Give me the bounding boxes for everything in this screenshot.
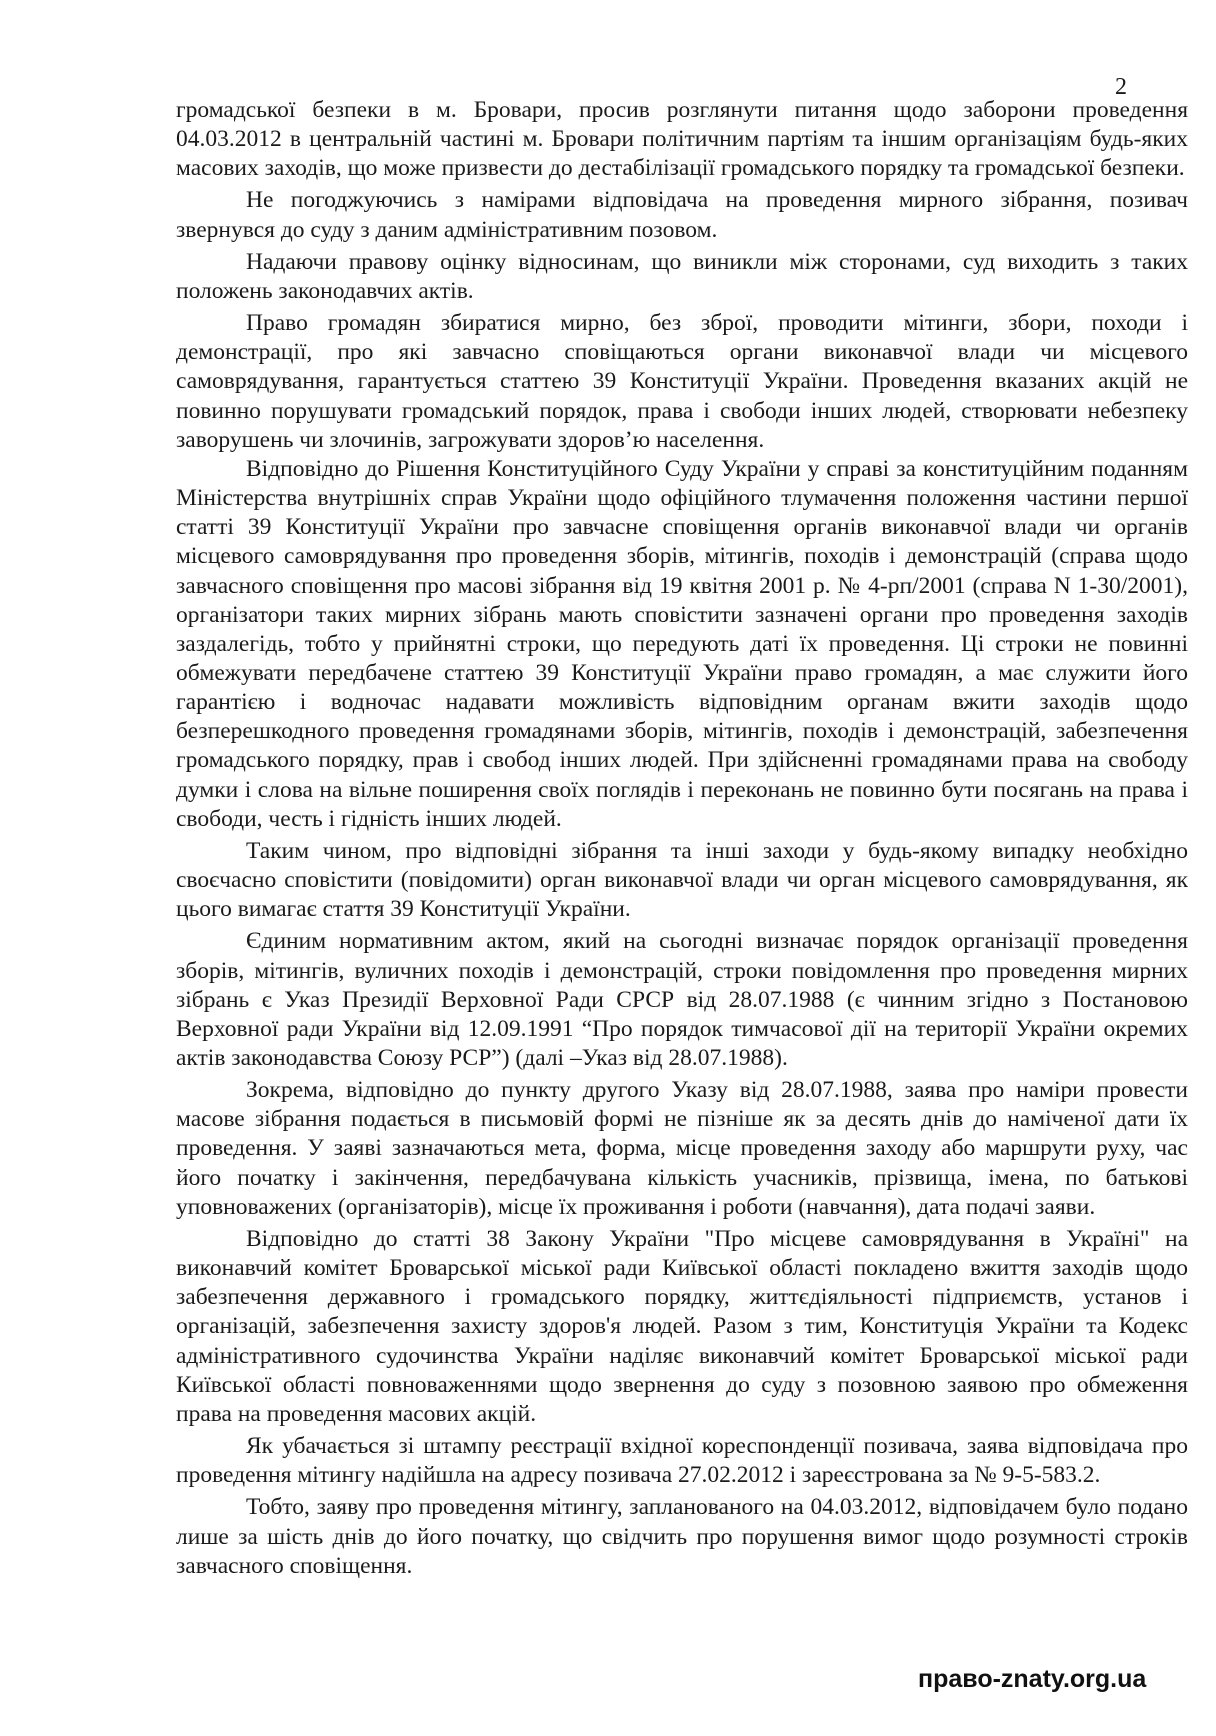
paragraph: Зокрема, відповідно до пункту другого Указу від 28.07.1988, заява про наміри провести масове зібрання подається в письмовій формі не пізніше як за десять днів до наміченої дати їх проведення. У заяві зазначаються мета, форма, місце проведення заходу або маршрути руху, час його початку і закінчення, передбачувана кількість учасників, прізвища, імена, по батькові уповноважених (організаторів), місце їх проживання і роботи (навчання), дата подачі заяви. — [176, 1077, 1188, 1220]
paragraph: Таким чином, про відповідні зібрання та інші заходи у будь-якому випадку необхідно своєчасно сповістити (повідомити) орган виконавчої влади чи орган місцевого самоврядування, як цього вимагає стаття 39 Конституції України. — [176, 837, 1188, 923]
paragraph: Тобто, заяву про проведення мітингу, запланованого на 04.03.2012, відповідачем було подано лише за шість днів до його початку, що свідчить про порушення вимог щодо розумності строків завчасного сповіщення. — [176, 1494, 1188, 1579]
paragraph: Надаючи правову оцінку відносинам, що виникли між сторонами, суд виходить з таких положень законодавчих актів. — [176, 248, 1188, 304]
paragraph: Право громадян збиратися мирно, без зброї, проводити мітинги, збори, походи і демонстрації, про які завчасно сповіщаються органи виконавчої влади чи місцевого самоврядування, гарантується статтею 39 Конституції України. Проведення вказаних акцій не повинно порушувати громадський порядок, права і свободи інших людей, створювати небезпеку заворушень чи злочинів, загрожувати здоров’ю населення. — [176, 310, 1188, 453]
paragraph: Єдиним нормативним актом, який на сьогодні визначає порядок організації проведення зборів, мітингів, вуличних походів і демонстрацій, строки повідомлення про проведення мирних зібрань є Указ Президії Верховної Ради СРСР від 28.07.1988 (є чинним згідно з Постановою Верховної ради України від 12.09.1991 “Про порядок тимчасової дії на території України окремих актів законодавства Союзу РСР”) (далі –Указ від 28.07.1988). — [176, 928, 1188, 1071]
paragraph: Як убачається зі штампу реєстрації вхідної кореспонденції позивача, заява відповідача про проведення мітингу надійшла на адресу позивача 27.02.2012 і зареєстрована за № 9-5-583.2. — [176, 1433, 1188, 1489]
watermark-link: право-znaty.org.ua — [918, 1665, 1147, 1693]
paragraph: Відповідно до Рішення Конституційного Суду України у справі за конституційним поданням Міністерства внутрішніх справ України щодо офіційного тлумачення положення частини першої статті 39 Конституції України про завчасне сповіщення органів виконавчої влади чи органів місцевого самоврядування про проведення зборів, мітингів, походів і демонстрацій (справа щодо завчасного сповіщення про масові зібрання від 19 квітня 2001 р. № 4-рп/2001 (справа N 1-30/2001), організатори таких мирних зібрань мають сповістити зазначені органи про проведення заходів заздалегідь, тобто у прийнятні строки, що передують даті їх проведення. Ці строки не повинні обмежувати передбачене статтею 39 Конституції України право громадян, а має служити його гарантією і водночас надавати можливість відповідним органам вжити заходів щодо безперешкодного проведення громадянами зборів, мітингів, походів і демонстрацій, забезпечення громадського порядку, прав і свобод інших людей. При здійсненні громадянами права на свободу думки і слова на вільне поширення своїх поглядів і переконань не повинно бути посягань на права і свободи, честь і гідність інших людей. — [176, 455, 1188, 832]
paragraph: Не погоджуючись з намірами відповідача на проведення мирного зібрання, позивач звернувся до суду з даним адміністративним позовом. — [176, 187, 1188, 243]
paragraph: громадської безпеки в м. Бровари, просив розглянути питання щодо заборони проведення 04.03.2012 в центральній частині м. Бровари політичним партіям та іншим організаціям будь-яких масових заходів, що може призвести до дестабілізації громадського порядку та громадської безпеки. — [176, 97, 1188, 182]
paragraph: Відповідно до статті 38 Закону України "Про місцеве самоврядування в Україні" на виконавчий комітет Броварської міської ради Київської області покладено вжиття заходів щодо забезпечення державного і громадського порядку, життєдіяльності підприємств, установ і організацій, забезпечення захисту здоров'я людей. Разом з тим, Конституція України та Кодекс адміністративного судочинства України наділяє виконавчий комітет Броварської міської ради Київської області повноваженнями щодо звернення до суду з позовною заявою про обмеження права на проведення масових акцій. — [176, 1225, 1188, 1427]
page-number: 2 — [1115, 74, 1127, 100]
document-body — [176, 96, 1188, 1581]
